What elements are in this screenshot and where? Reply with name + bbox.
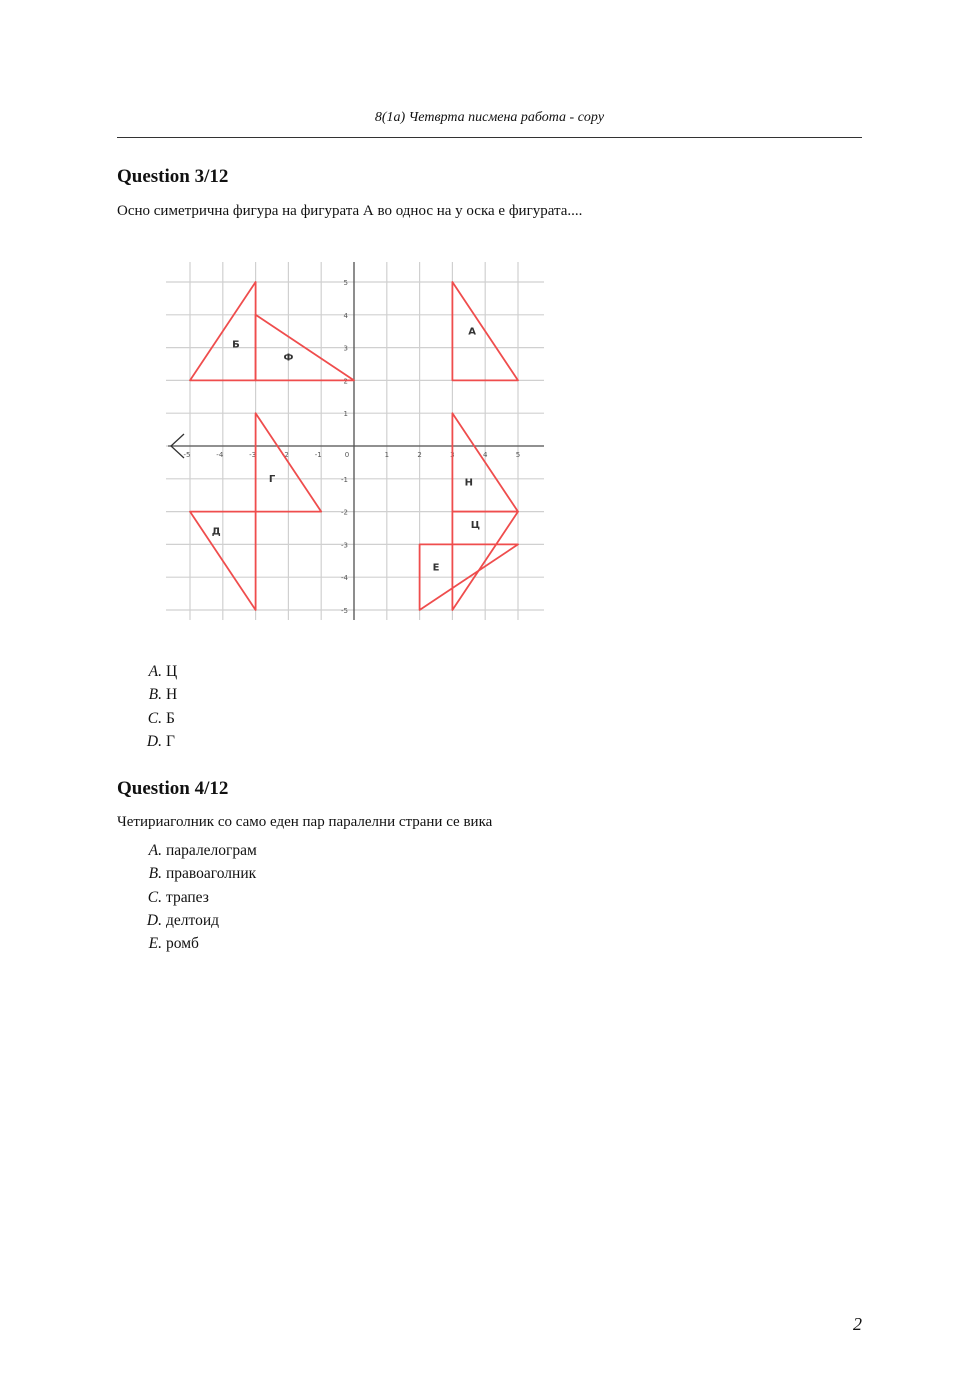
x-tick-label: 0 (344, 451, 350, 459)
y-tick-label: 4 (343, 311, 348, 320)
question-3-title: Question 3/12 (117, 166, 229, 187)
option-letter: B. (148, 686, 162, 704)
question-4-option-a[interactable] (140, 839, 257, 862)
option-letter: C. (147, 888, 162, 906)
option-text: трапез (166, 888, 209, 906)
y-tick-label: 3 (343, 344, 348, 353)
shape-label: Н (464, 477, 473, 489)
y-tick-label: -4 (341, 574, 348, 583)
question-4-option-e[interactable] (140, 932, 257, 955)
option-letter: B. (148, 865, 162, 883)
shape-label: Е (432, 562, 440, 574)
option-text: Г (166, 732, 175, 750)
option-text: делтоид (166, 911, 220, 929)
y-tick-label: -5 (341, 607, 348, 615)
header-divider (117, 137, 862, 138)
x-tick-label: -1 (314, 451, 322, 459)
option-text: Н (166, 686, 178, 704)
y-tick-label: 5 (343, 279, 348, 287)
y-tick-label: -1 (341, 475, 348, 484)
option-letter: D. (146, 732, 162, 750)
x-tick-label: 5 (515, 451, 521, 459)
question-4-options (140, 839, 257, 955)
shape-label: Б (232, 339, 240, 351)
question-3-option-d[interactable] (140, 730, 177, 753)
x-tick-label: 3 (450, 451, 455, 459)
x-tick-label: -5 (183, 451, 191, 459)
question-4-option-b[interactable] (140, 862, 257, 885)
question-3-text: Осно симетрична фигура на фигурата А во однос на у оска е фигурата.... (117, 203, 583, 219)
question-4-title: Question 4/12 (117, 778, 229, 799)
question-3-option-a[interactable] (140, 660, 177, 683)
x-tick-label: -3 (249, 451, 257, 459)
option-letter: E. (148, 935, 162, 953)
option-text: паралелограм (166, 842, 257, 859)
question-3-options (140, 660, 177, 753)
question-3-option-c[interactable] (140, 707, 177, 730)
question-4-text: Четириаголник со само еден пар паралелни страни се вика (117, 814, 493, 830)
shape-label: Д (211, 526, 221, 538)
option-letter: A. (148, 663, 162, 680)
shape-label: Ф (283, 352, 294, 364)
x-tick-label: -2 (281, 451, 289, 459)
y-tick-label: -3 (341, 541, 348, 550)
x-tick-label: 4 (482, 451, 488, 459)
option-text: Б (166, 709, 175, 727)
x-tick-label: 2 (417, 451, 422, 459)
x-tick-label: 1 (384, 451, 390, 459)
shape-label: Ц (470, 520, 481, 531)
option-text: правоаголник (166, 865, 257, 883)
y-tick-label: -2 (341, 508, 348, 517)
question-4-option-c[interactable] (140, 886, 257, 909)
option-letter: C. (147, 709, 162, 727)
question-3-option-b[interactable] (140, 683, 177, 706)
coordinate-graph (164, 258, 548, 624)
document-header: 8(1а) Четврта писмена работа - copy (374, 110, 605, 125)
option-letter: A. (148, 842, 162, 859)
question-4-option-d[interactable] (140, 909, 257, 932)
option-text: ромб (166, 935, 199, 953)
shape-label: А (468, 326, 476, 338)
option-text: Ц (166, 663, 178, 680)
option-letter: D. (146, 911, 162, 929)
x-tick-label: -4 (216, 451, 224, 459)
y-tick-label: 1 (343, 410, 348, 419)
y-tick-label: 2 (343, 377, 348, 386)
page-number: 2 (853, 1314, 862, 1334)
shape-label: Г (268, 474, 276, 486)
